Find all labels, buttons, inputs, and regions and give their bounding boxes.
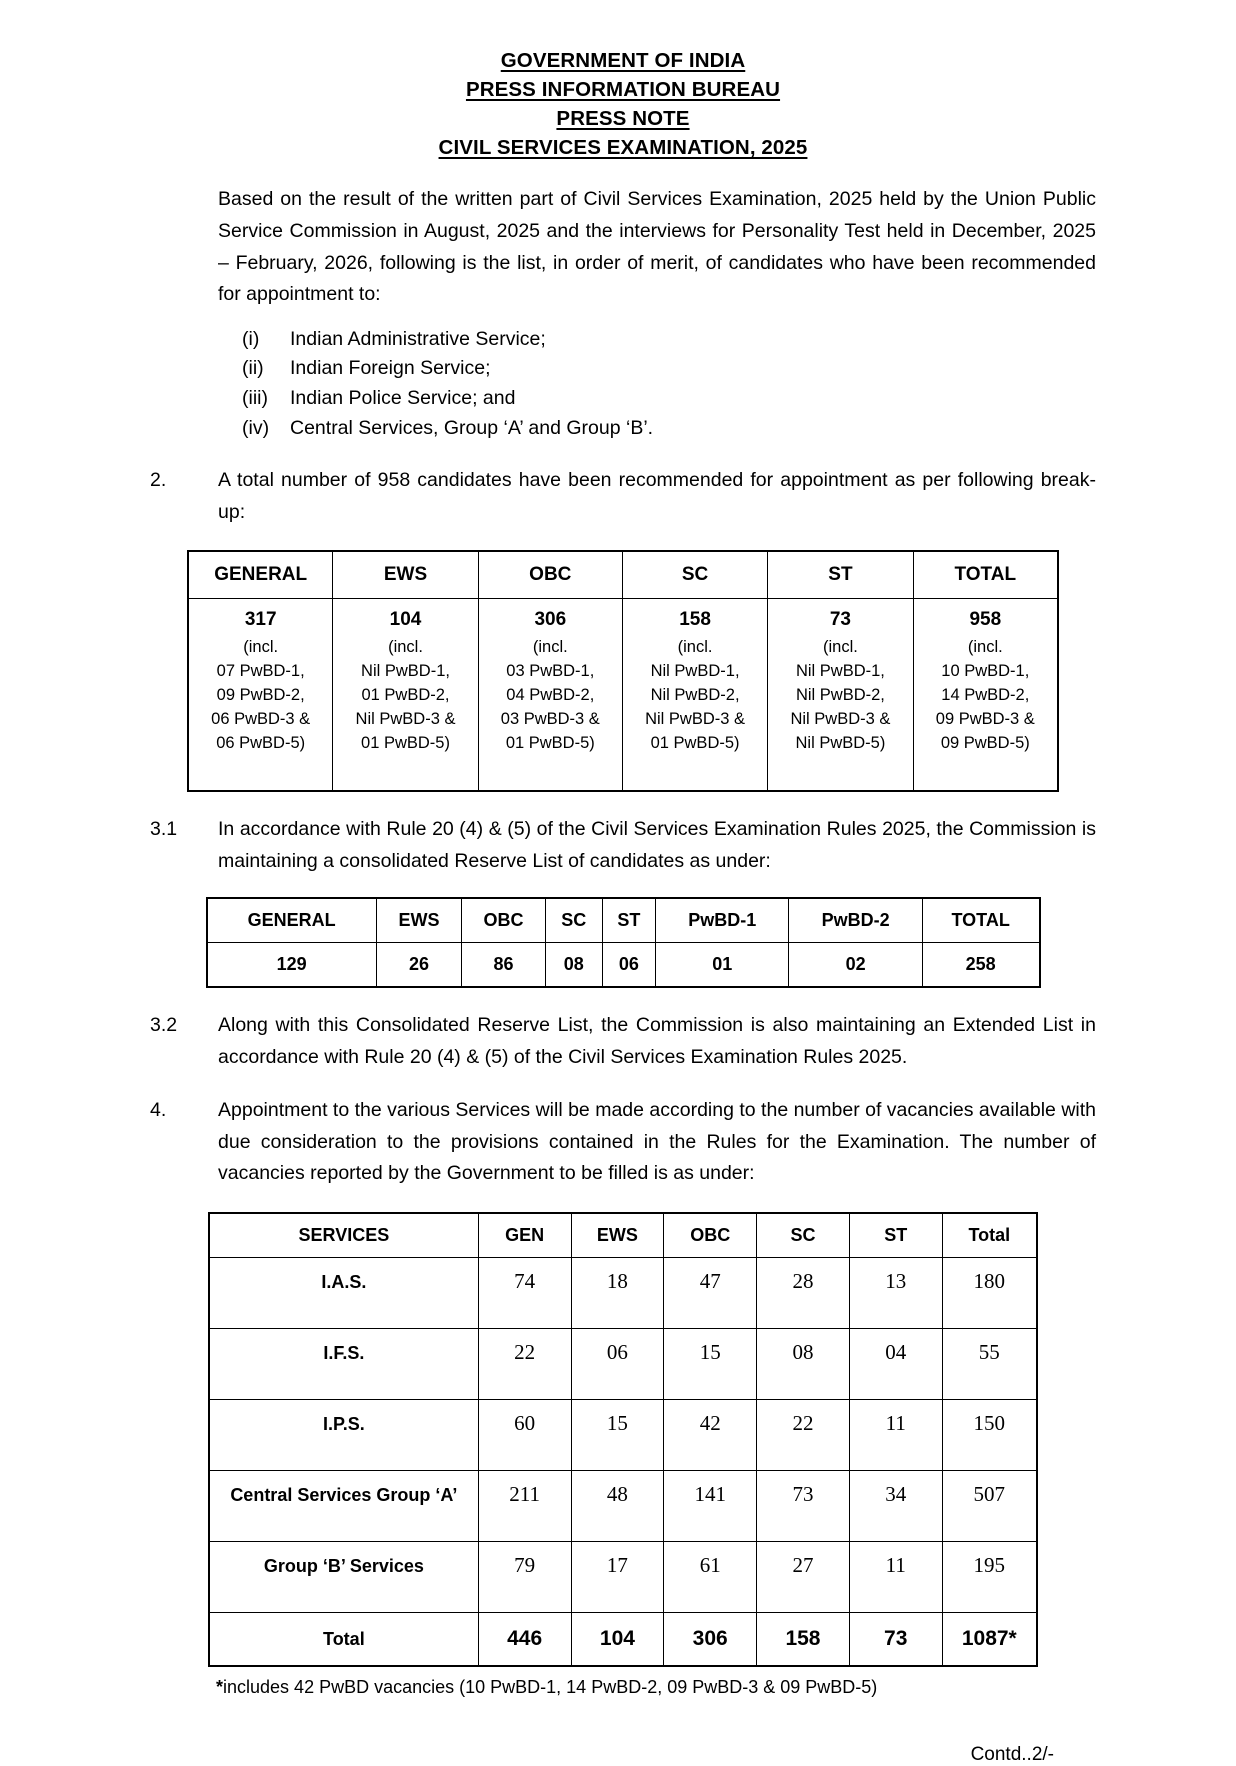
service-total-st: 73 — [849, 1613, 942, 1667]
breakup-pwbd-3: 09 PwBD-3 & — [935, 710, 1035, 729]
reserve-value-obc: 86 — [462, 943, 546, 988]
column-header-ews: EWS — [376, 898, 461, 943]
header-line-press-note — [150, 104, 1096, 133]
services-roman-list — [242, 325, 1096, 444]
breakup-cell-ews — [333, 599, 478, 791]
column-header-total: TOTAL — [913, 551, 1058, 599]
column-header-st: ST — [849, 1213, 942, 1258]
section-3-2-text: Along with this Consolidated Reserve List, the Commission is also maintaining an Extended List in accordance with Rule 20 (4) & (5) of the Civil Services Examination Rules 2025. — [218, 1014, 1096, 1068]
column-header-sc: SC — [757, 1213, 850, 1258]
service-value-obc: 141 — [664, 1471, 757, 1542]
breakup-count: 317 — [244, 609, 277, 631]
breakup-pwbd-5: 09 PwBD-5) — [940, 734, 1030, 753]
service-value-sc: 08 — [757, 1329, 850, 1400]
service-value-sc: 22 — [757, 1400, 850, 1471]
section-3-1-number: 3.1 — [150, 818, 178, 841]
breakup-incl: (incl. — [532, 638, 568, 657]
list-item-marker: (iv) — [242, 416, 270, 439]
list-item — [242, 325, 1096, 355]
header-line-bureau — [150, 75, 1096, 104]
service-value-st: 04 — [849, 1329, 942, 1400]
service-value-ews: 15 — [571, 1400, 664, 1471]
breakup-pwbd-1: Nil PwBD-1, — [361, 662, 450, 681]
service-value-gen: 22 — [478, 1329, 571, 1400]
header-line-government-text: GOVERNMENT OF INDIA — [500, 49, 746, 72]
breakup-pwbd-5: Nil PwBD-5) — [795, 734, 886, 753]
section-3-1-text: In accordance with Rule 20 (4) & (5) of the Civil Services Examination Rules 2025, the Commission is maintaining a consolidated Reserve List of candidates as under: — [218, 818, 1096, 872]
section-2-number: 2. — [150, 469, 167, 492]
reserve-value-pwbd-1: 01 — [656, 943, 789, 988]
breakup-pwbd-2: Nil PwBD-2, — [795, 686, 885, 705]
service-value-total: 195 — [942, 1542, 1037, 1613]
list-item — [242, 384, 1096, 414]
table-row — [209, 1329, 1037, 1400]
breakup-pwbd-3: Nil PwBD-3 & — [790, 710, 891, 729]
service-total-ews: 104 — [571, 1613, 664, 1667]
column-header-gen: GEN — [478, 1213, 571, 1258]
table-row — [207, 943, 1040, 988]
section-4-number: 4. — [150, 1099, 167, 1122]
breakup-cell-sc — [622, 599, 767, 791]
column-header-obc: OBC — [462, 898, 546, 943]
intro-paragraph — [150, 184, 1096, 310]
breakup-pwbd-2: 04 PwBD-2, — [506, 686, 595, 705]
section-2-paragraph — [150, 465, 1096, 528]
list-item-marker: (ii) — [242, 357, 264, 380]
list-item-marker: (iii) — [242, 387, 268, 409]
list-item-label: Central Services, Group ‘A’ and Group ‘B’. — [290, 416, 654, 439]
breakup-pwbd-1: 07 PwBD-1, — [216, 662, 305, 681]
header-line-government — [150, 46, 1096, 75]
breakup-incl: (incl. — [677, 638, 713, 657]
table-row — [209, 1542, 1037, 1613]
header-line-press-note-text: PRESS NOTE — [556, 107, 690, 131]
column-header-obc: OBC — [664, 1213, 757, 1258]
header-line-bureau-text: PRESS INFORMATION BUREAU — [465, 78, 781, 102]
service-value-obc: 61 — [664, 1542, 757, 1613]
list-item-label: Indian Foreign Service; — [290, 357, 491, 380]
breakup-pwbd-3: 03 PwBD-3 & — [500, 710, 600, 729]
section-3-2-number: 3.2 — [150, 1014, 178, 1037]
list-item-marker: (i) — [242, 327, 260, 350]
breakup-count: 158 — [679, 609, 711, 631]
breakup-count: 73 — [829, 609, 851, 631]
list-item-label: Indian Administrative Service; — [290, 327, 546, 350]
service-value-total: 55 — [942, 1329, 1037, 1400]
service-value-st: 11 — [849, 1400, 942, 1471]
service-value-total: 507 — [942, 1471, 1037, 1542]
table-row — [188, 599, 1058, 791]
breakup-pwbd-1: Nil PwBD-1, — [650, 662, 740, 681]
breakup-pwbd-2: Nil PwBD-2, — [650, 686, 740, 705]
breakup-cell-total — [913, 599, 1058, 791]
reserve-value-st: 06 — [602, 943, 655, 988]
service-value-sc: 28 — [757, 1258, 850, 1329]
breakup-cell-general — [188, 599, 333, 791]
service-value-gen: 211 — [478, 1471, 571, 1542]
reserve-value-sc: 08 — [545, 943, 602, 988]
table-row — [209, 1258, 1037, 1329]
section-4-text: Appointment to the various Services will be made according to the number of vacancies available with due consideration to the provisions contained in the Rules for the Examination. The number of vacancies reported by the Government to be filled is as under: — [218, 1099, 1096, 1185]
breakup-pwbd-2: 01 PwBD-2, — [361, 686, 450, 705]
column-header-general: GENERAL — [207, 898, 377, 943]
breakup-pwbd-3: Nil PwBD-3 & — [355, 710, 456, 729]
service-name: Central Services Group ‘A’ — [209, 1471, 478, 1542]
breakup-count: 306 — [534, 609, 567, 631]
service-total-gen: 446 — [478, 1613, 571, 1667]
column-header-pwbd-2: PwBD-2 — [789, 898, 922, 943]
reserve-value-ews: 26 — [376, 943, 461, 988]
service-value-obc: 42 — [664, 1400, 757, 1471]
breakup-count: 104 — [389, 609, 422, 631]
table-header-row — [188, 551, 1058, 599]
service-value-gen: 74 — [478, 1258, 571, 1329]
column-header-total: Total — [942, 1213, 1037, 1258]
service-name: I.A.S. — [209, 1258, 478, 1329]
breakup-pwbd-3: 06 PwBD-3 & — [211, 710, 311, 729]
intro-paragraph-text: Based on the result of the written part of Civil Services Examination, 2025 held by the Union Public Service Commission in August, 2025 and the interviews for Personality Test held in December, 2025 – February, 2026, following is the list, in order of merit, of candidates who have been recommended for appointment to: — [218, 188, 1096, 306]
header-line-exam-title — [150, 133, 1096, 162]
page-continuation-marker: Contd..2/- — [970, 1744, 1054, 1766]
breakup-pwbd-3: Nil PwBD-3 & — [645, 710, 746, 729]
column-header-pwbd-1: PwBD-1 — [656, 898, 789, 943]
service-name: I.P.S. — [209, 1400, 478, 1471]
service-value-obc: 15 — [664, 1329, 757, 1400]
service-value-gen: 60 — [478, 1400, 571, 1471]
service-value-ews: 06 — [571, 1329, 664, 1400]
service-value-gen: 79 — [478, 1542, 571, 1613]
breakup-cell-obc — [478, 599, 622, 791]
table-row — [209, 1471, 1037, 1542]
section-3-1-paragraph — [150, 814, 1096, 877]
reserve-value-pwbd-2: 02 — [789, 943, 922, 988]
service-name-total: Total — [209, 1613, 478, 1667]
column-header-services: SERVICES — [209, 1213, 478, 1258]
service-value-sc: 27 — [757, 1542, 850, 1613]
service-value-total: 180 — [942, 1258, 1037, 1329]
breakup-cell-st — [768, 599, 913, 791]
column-header-st: ST — [602, 898, 655, 943]
column-header-general: GENERAL — [188, 551, 333, 599]
column-header-obc: OBC — [478, 551, 622, 599]
table-row — [209, 1400, 1037, 1471]
column-header-st: ST — [768, 551, 913, 599]
section-4-paragraph — [150, 1095, 1096, 1190]
list-item — [242, 414, 1096, 444]
footnote-asterisk: * — [216, 1677, 224, 1698]
breakup-incl: (incl. — [967, 638, 1003, 657]
services-vacancies-table — [208, 1212, 1038, 1667]
service-value-ews: 48 — [571, 1471, 664, 1542]
list-item-label: Indian Police Service; and — [290, 387, 516, 409]
service-name: Group ‘B’ Services — [209, 1542, 478, 1613]
recommended-breakup-table — [187, 550, 1059, 792]
table-total-row — [209, 1613, 1037, 1667]
column-header-sc: SC — [545, 898, 602, 943]
breakup-pwbd-5: 01 PwBD-5) — [505, 734, 595, 753]
footnote-text: includes 42 PwBD vacancies (10 PwBD-1, 14 PwBD-2, 09 PwBD-3 & 09 PwBD-5) — [223, 1677, 878, 1698]
header-line-exam-title-text: CIVIL SERVICES EXAMINATION, 2025 — [438, 136, 808, 160]
service-total-sc: 158 — [757, 1613, 850, 1667]
service-value-sc: 73 — [757, 1471, 850, 1542]
breakup-pwbd-1: 10 PwBD-1, — [941, 662, 1030, 681]
table-header-row — [209, 1213, 1037, 1258]
section-3-2-paragraph — [150, 1010, 1096, 1073]
service-total-overall: 1087* — [942, 1613, 1037, 1667]
breakup-incl: (incl. — [822, 638, 858, 657]
service-value-st: 13 — [849, 1258, 942, 1329]
service-value-obc: 47 — [664, 1258, 757, 1329]
service-value-st: 11 — [849, 1542, 942, 1613]
service-total-obc: 306 — [664, 1613, 757, 1667]
breakup-incl: (incl. — [243, 638, 279, 657]
service-name: I.F.S. — [209, 1329, 478, 1400]
column-header-sc: SC — [622, 551, 767, 599]
column-header-ews: EWS — [333, 551, 478, 599]
breakup-pwbd-1: Nil PwBD-1, — [795, 662, 885, 681]
reserve-list-table — [206, 897, 1041, 988]
breakup-pwbd-5: 06 PwBD-5) — [216, 734, 306, 753]
breakup-pwbd-1: 03 PwBD-1, — [506, 662, 595, 681]
reserve-value-general: 129 — [207, 943, 377, 988]
breakup-incl: (incl. — [388, 638, 423, 657]
breakup-pwbd-2: 09 PwBD-2, — [216, 686, 305, 705]
service-value-ews: 18 — [571, 1258, 664, 1329]
service-value-ews: 17 — [571, 1542, 664, 1613]
breakup-pwbd-2: 14 PwBD-2, — [941, 686, 1030, 705]
list-item — [242, 354, 1096, 384]
table-header-row — [207, 898, 1040, 943]
column-header-ews: EWS — [571, 1213, 664, 1258]
document-header — [150, 46, 1096, 162]
pwbd-footnote — [216, 1677, 1096, 1698]
breakup-pwbd-5: 01 PwBD-5) — [650, 734, 740, 753]
service-value-st: 34 — [849, 1471, 942, 1542]
breakup-count: 958 — [969, 609, 1002, 631]
column-header-total: TOTAL — [922, 898, 1039, 943]
breakup-pwbd-5: 01 PwBD-5) — [361, 734, 450, 753]
service-value-total: 150 — [942, 1400, 1037, 1471]
reserve-value-total: 258 — [922, 943, 1039, 988]
section-2-text: A total number of 958 candidates have been recommended for appointment as per following break-up: — [218, 469, 1096, 523]
